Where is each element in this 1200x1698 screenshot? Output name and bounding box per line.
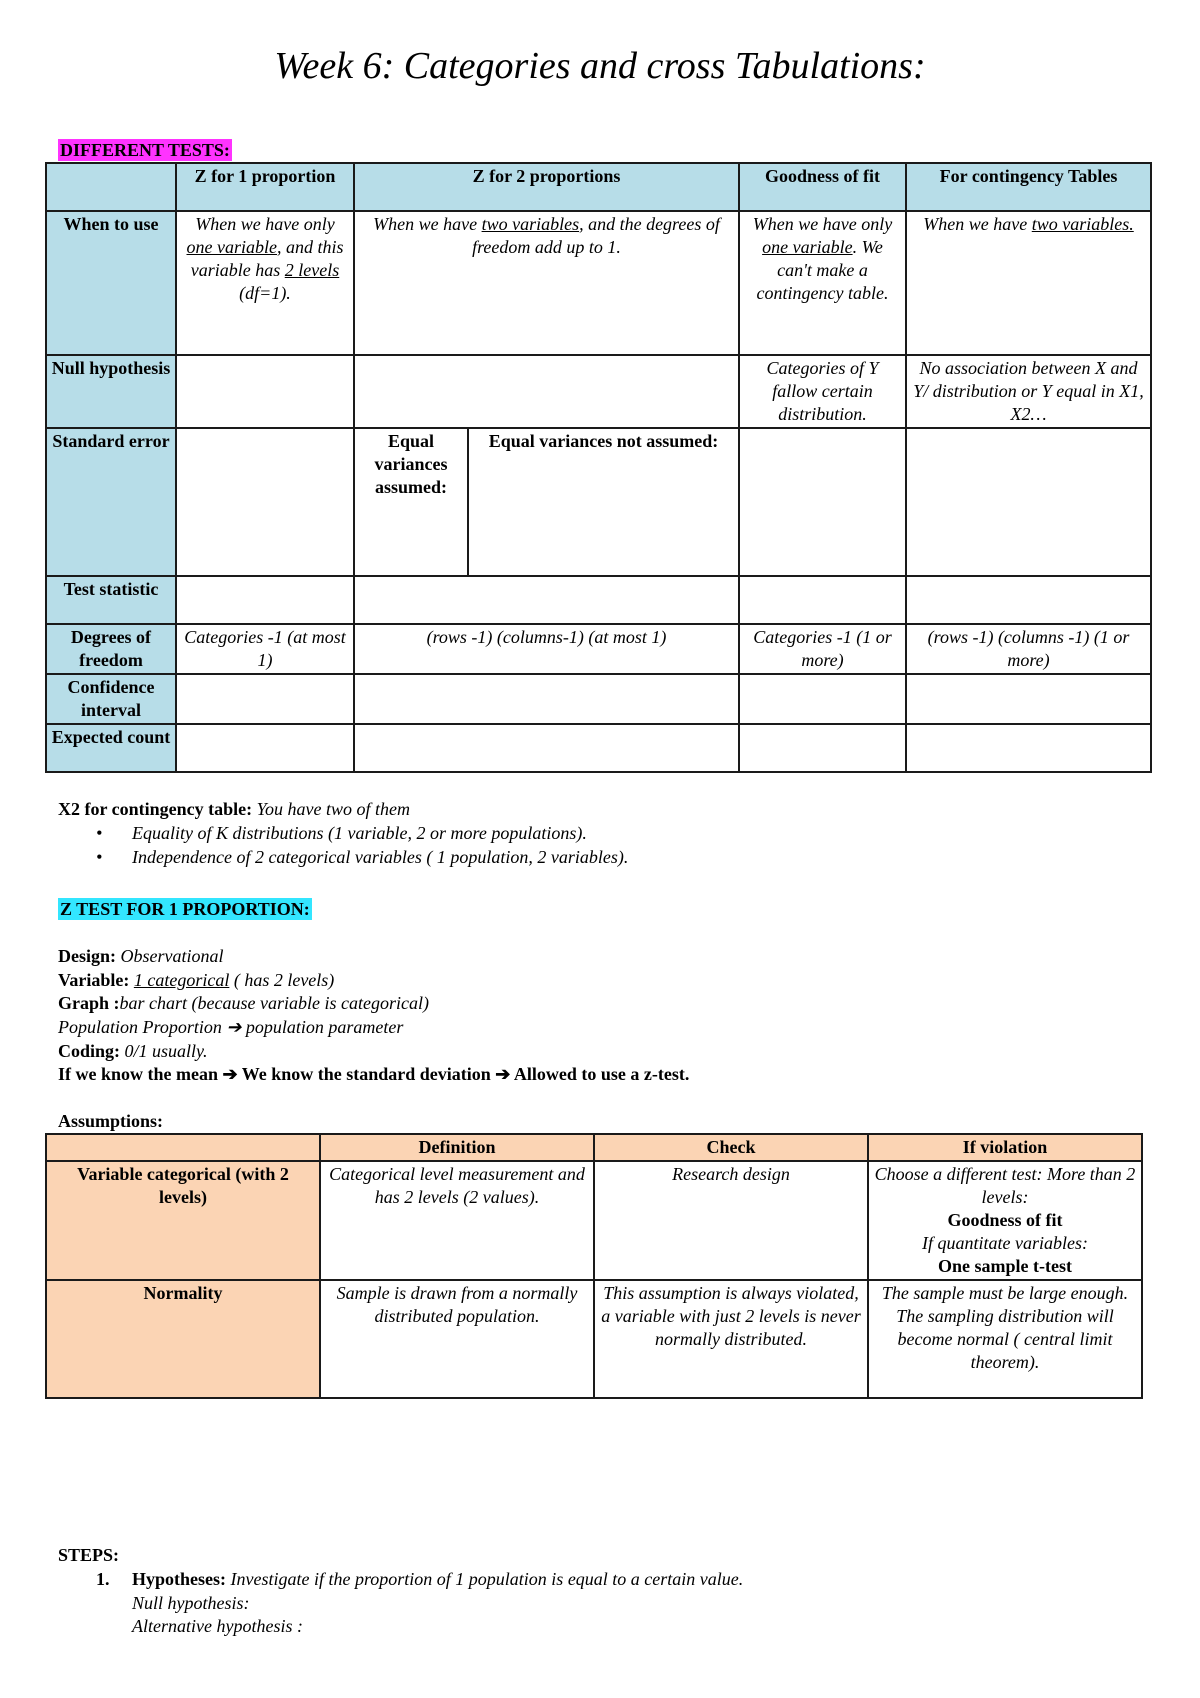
cell-ec-z1 xyxy=(176,724,354,772)
cell-ci-z1 xyxy=(176,674,354,724)
x2-line: X2 for contingency table: You have two of them xyxy=(58,799,410,819)
cell-df-z1: Categories -1 (at most 1) xyxy=(176,624,354,674)
row-degrees-of-freedom: Degrees of freedom xyxy=(46,624,176,674)
assump-row-normality: Normality xyxy=(46,1280,320,1398)
different-tests-table xyxy=(45,162,1152,773)
ztest-heading: Z TEST FOR 1 PROPORTION: xyxy=(60,899,310,919)
cell-ci-ct xyxy=(906,674,1151,724)
cell-se-equal: Equal variances assumed: xyxy=(354,428,468,576)
cell-df-gof: Categories -1 (1 or more) xyxy=(739,624,906,674)
row-when-to-use: When to use xyxy=(46,211,176,355)
assump-normality-definition: Sample is drawn from a normally distributed population. xyxy=(320,1280,594,1398)
assump-categorical-definition: Categorical level measurement and has 2 levels (2 values). xyxy=(320,1161,594,1280)
cell-df-z2: (rows -1) (columns-1) (at most 1) xyxy=(354,624,739,674)
coding-line: Coding: 0/1 usually. xyxy=(58,1041,208,1061)
design-line: Design: Observational xyxy=(58,946,224,966)
cell-null-gof: Categories of Y fallow certain distribution. xyxy=(739,355,906,428)
cell-ci-z2 xyxy=(354,674,739,724)
cell-null-z2 xyxy=(354,355,739,428)
cell-when-ct: When we have two variables. xyxy=(906,211,1151,355)
row-test-statistic: Test statistic xyxy=(46,576,176,624)
cell-se-ct xyxy=(906,428,1151,576)
cell-when-gof: When we have only one variable. We can't make a contingency table. xyxy=(739,211,906,355)
header-blank xyxy=(46,163,176,211)
cell-when-z2: When we have two variables, and the degrees of freedom add up to 1. xyxy=(354,211,739,355)
assump-row-categorical: Variable categorical (with 2 levels) xyxy=(46,1161,320,1280)
x2-bullet-2: • Independence of 2 categorical variables ( 1 population, 2 variables). xyxy=(96,847,629,867)
col-goodness-of-fit: Goodness of fit xyxy=(739,163,906,211)
population-line: Population Proportion ➔ population parameter xyxy=(58,1017,404,1037)
assump-categorical-check: Research design xyxy=(594,1161,868,1280)
step-1-null: Null hypothesis: xyxy=(132,1593,250,1613)
graph-line: Graph :bar chart (because variable is categorical) xyxy=(58,993,429,1013)
cell-test-ct xyxy=(906,576,1151,624)
cell-ci-gof xyxy=(739,674,906,724)
col-z-one-proportion: Z for 1 proportion xyxy=(176,163,354,211)
cell-df-ct: (rows -1) (columns -1) (1 or more) xyxy=(906,624,1151,674)
cell-null-ct: No association between X and Y/ distribution or Y equal in X1, X2… xyxy=(906,355,1151,428)
cell-when-z1: When we have only one variable, and this variable has 2 levels (df=1). xyxy=(176,211,354,355)
assumptions-label: Assumptions: xyxy=(58,1111,164,1131)
assump-col-definition: Definition xyxy=(320,1134,594,1161)
cell-test-z1 xyxy=(176,576,354,624)
cell-null-z1 xyxy=(176,355,354,428)
cell-se-not-equal: Equal variances not assumed: xyxy=(468,428,739,576)
variable-line: Variable: 1 categorical ( has 2 levels) xyxy=(58,970,335,990)
steps-label: STEPS: xyxy=(58,1545,120,1565)
col-contingency-tables: For contingency Tables xyxy=(906,163,1151,211)
cell-se-z1 xyxy=(176,428,354,576)
row-confidence-interval: Confidence interval xyxy=(46,674,176,724)
page-title: Week 6: Categories and cross Tabulations: xyxy=(274,45,926,87)
cell-test-gof xyxy=(739,576,906,624)
cell-test-z2 xyxy=(354,576,739,624)
different-tests-heading: DIFFERENT TESTS: xyxy=(60,140,230,160)
assump-header-blank xyxy=(46,1134,320,1161)
step-1-hypotheses: 1. Hypotheses: Investigate if the proportion of 1 population is equal to a certain value. xyxy=(96,1569,744,1589)
assump-normality-check: This assumption is always violated, a variable with just 2 levels is never normally distributed. xyxy=(594,1280,868,1398)
col-z-two-proportions: Z for 2 proportions xyxy=(354,163,739,211)
cell-ec-z2 xyxy=(354,724,739,772)
cell-se-gof xyxy=(739,428,906,576)
assumptions-table xyxy=(45,1133,1143,1399)
cell-ec-gof xyxy=(739,724,906,772)
assump-categorical-violation: Choose a different test: More than 2 levels: Goodness of fit If quantitate variables: One sample t-test xyxy=(868,1161,1142,1280)
x2-bullet-1: • Equality of K distributions (1 variable, 2 or more populations). xyxy=(96,823,587,843)
assump-col-check: Check xyxy=(594,1134,868,1161)
step-1-alternative: Alternative hypothesis : xyxy=(132,1616,303,1636)
row-standard-error: Standard error xyxy=(46,428,176,576)
row-null-hypothesis: Null hypothesis xyxy=(46,355,176,428)
assump-col-violation: If violation xyxy=(868,1134,1142,1161)
row-expected-count: Expected count xyxy=(46,724,176,772)
mean-line: If we know the mean ➔ We know the standard deviation ➔ Allowed to use a z-test. xyxy=(58,1064,690,1084)
cell-ec-ct xyxy=(906,724,1151,772)
assump-normality-violation: The sample must be large enough. The sampling distribution will become normal ( central limit theorem). xyxy=(868,1280,1142,1398)
